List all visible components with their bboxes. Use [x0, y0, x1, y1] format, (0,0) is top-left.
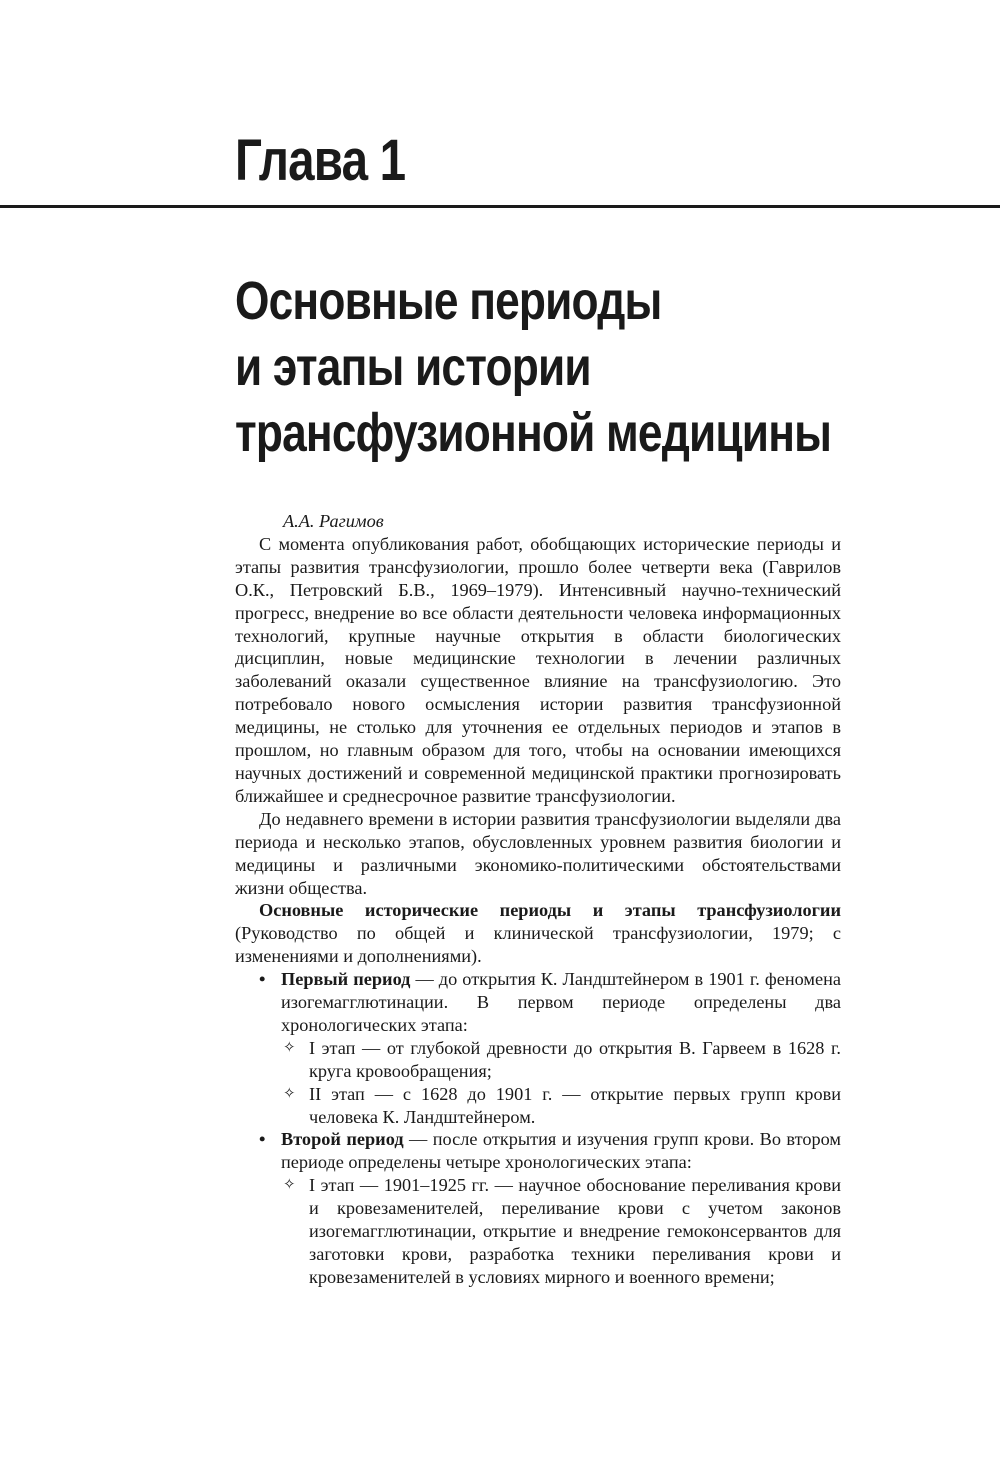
- period-title: Первый период: [281, 969, 411, 990]
- stages-list: [281, 1037, 841, 1129]
- period-text: — до открытия К. Ландштейнером в 1901 г. феномена изогемагглютинации. В первом периоде определены два хронологических этапа:: [281, 969, 841, 1035]
- chapter-title: [235, 268, 831, 466]
- stage-text: I этап — от глубокой древности до открытия В. Гарвеем в 1628 г. круга кровообращения;: [309, 1037, 841, 1081]
- period-text: — после открытия и изучения групп крови. Во втором периоде определены четыре хронологических этапа:: [281, 1129, 841, 1173]
- bullet-icon: •: [259, 1129, 266, 1150]
- list-item: [281, 1037, 841, 1083]
- stage-text: II этап — с 1628 до 1901 г. — открытие первых групп крови человека К. Ландштейнером.: [309, 1083, 841, 1127]
- paragraph: До недавнего времени в истории развития трансфузиологии выделяли два периода и несколько этапов, обусловленных уровнем развития биологии и медицины и различными экономико-политическими обстоятельствами жизни общества.: [235, 808, 841, 898]
- list-item: [281, 1174, 841, 1289]
- stage-text: I этап — 1901–1925 гг. — научное обоснование переливания крови и кровезаменителей, переливание крови с учетом законов изогемагглютинации, открытие и внедрение гемоконсервантов для заготовки крови, разработка техники переливания крови и кровезаменителей в условиях мирного и военного времени;: [309, 1175, 841, 1287]
- period-title: Второй период: [281, 1129, 404, 1150]
- paragraph: С момента опубликования работ, обобщающих исторические периоды и этапы развития трансфузиологии, прошло более четверти века (Гаврилов О.К., Петровский Б.В., 1969–1979). Интенсивный научно-технический прогресс, внедрение во все области деятельности человека информационных технологий, крупные научные открытия в области биологических дисциплин, новые медицинские технологии в лечении различных заболеваний оказали существенное влияние на трансфузиологию. Это потребовало нового осмысления истории развития трансфузионной медицины, не столько для уточнения ее отдельных периодов и этапов в прошлом, но главным образом для того, чтобы на основании имеющихся научных достижений и современной медицинской практики прогнозировать ближайшее и среднесрочное развитие трансфузиологии.: [235, 533, 841, 806]
- section-intro-heading: Основные исторические периоды и этапы трансфузиологии: [259, 900, 841, 921]
- sparkle-bullet-icon: ✧: [283, 1175, 296, 1194]
- bullet-icon: •: [259, 969, 266, 990]
- chapter-title-line: трансфузионной медицины: [235, 403, 832, 463]
- periods-list: [235, 968, 841, 1289]
- list-item: [281, 1083, 841, 1129]
- list-item: [235, 968, 841, 1128]
- chapter-body: [235, 510, 841, 1289]
- list-item: [235, 1128, 841, 1288]
- section-intro-text: (Руководство по общей и клинической трансфузиологии, 1979; с изменениями и дополнениями).: [235, 923, 841, 967]
- author-name: А.А. Рагимов: [283, 511, 384, 531]
- chapter-title-line: Основные периоды: [235, 271, 662, 331]
- sparkle-bullet-icon: ✧: [283, 1083, 296, 1102]
- chapter-label: Глава 1: [235, 128, 406, 193]
- stages-list: [281, 1174, 841, 1289]
- sparkle-bullet-icon: ✧: [283, 1037, 296, 1056]
- section-intro: [235, 899, 841, 968]
- chapter-title-line: и этапы истории: [235, 337, 591, 397]
- chapter-divider: [0, 205, 1000, 208]
